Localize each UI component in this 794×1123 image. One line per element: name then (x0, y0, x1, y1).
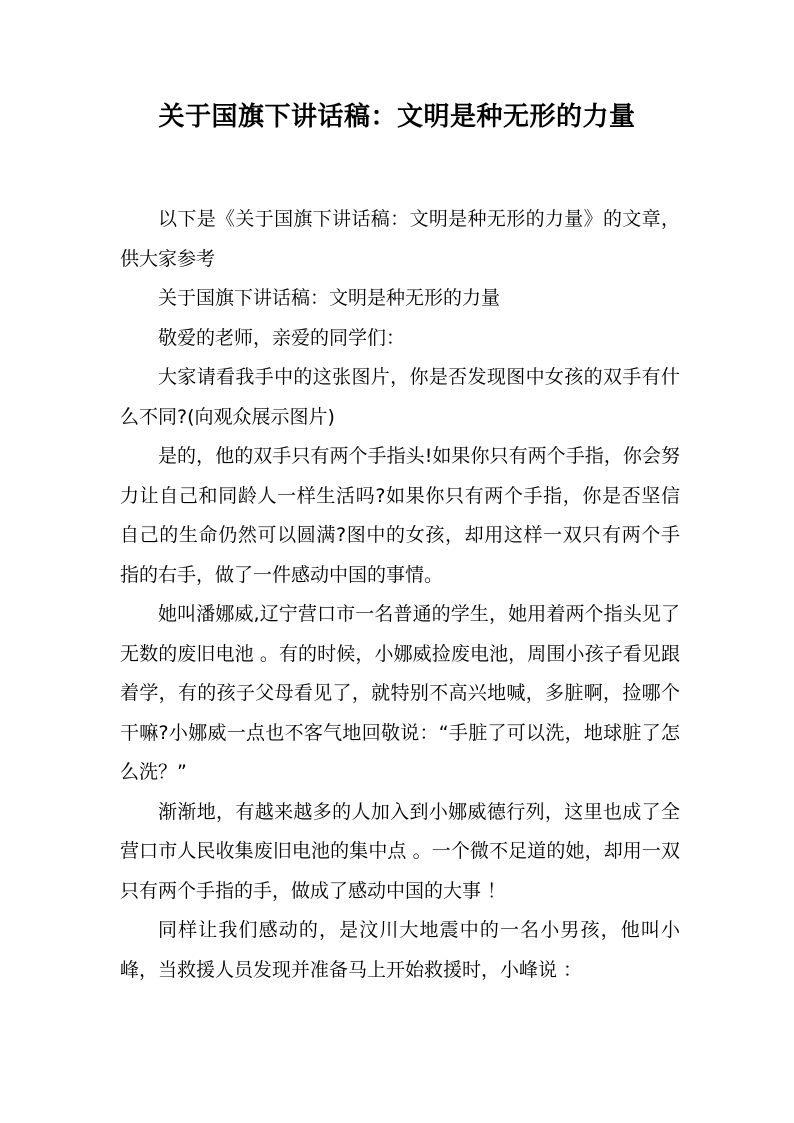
paragraph-intro: 以下是《关于国旗下讲话稿：文明是种无形的力量》的文章，供大家参考 (120, 208, 680, 270)
paragraph: 同样让我们感动的，是汶川大地震中的一名小男孩，他叫小峰，当救援人员发现并准备马上开始救援时，小峰说 ： (120, 919, 680, 981)
paragraph: 是的，他的双手只有两个手指头!如果你只有两个手指，你会努力让自己和同龄人一样生活吗?如果你只有两个手指，你是否坚信自己的生命仍然可以圆满?图中的女孩，却用这样一双只有两个手指的右手，做了一件感动中国的事情。 (120, 445, 680, 586)
document-title: 关于国旗下讲话稿：文明是种无形的力量 (158, 102, 636, 132)
document-body (120, 200, 680, 990)
paragraph: 大家请看我手中的这张图片，你是否发现图中女孩的双手有什么不同?(向观众展示图片) (120, 366, 680, 428)
paragraph: 她叫潘娜威,辽宁营口市一名普通的学生，她用着两个指头见了无数的废旧电池 。有的时候，小娜威捡废电池，周围小孩子看见跟着学，有的孩子父母看见了，就特别不高兴地喊，多脏啊，捡哪个干嘛?小娜威一点也不客气地回敬说：“手脏了可以洗，地球脏了怎么洗？” (120, 603, 680, 783)
paragraph-heading: 关于国旗下讲话稿：文明是种无形的力量 (158, 287, 501, 309)
paragraph-salutation: 敬爱的老师，亲爱的同学们： (158, 326, 406, 349)
paragraph: 渐渐地，有越来越多的人加入到小娜威德行列，这里也成了全营口市人民收集废旧电池的集中点 。一个微不足道的她，却用一双只有两个手指的手，做成了感动中国的大事 ！ (120, 800, 680, 902)
